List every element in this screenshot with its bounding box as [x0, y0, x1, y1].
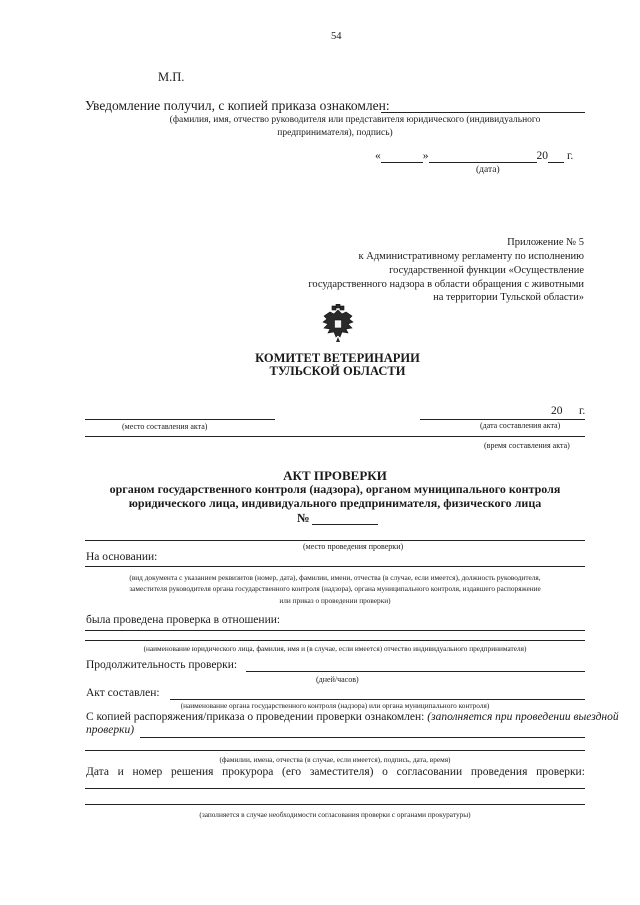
act-number-label: № [297, 511, 310, 525]
inspection-place-caption: (место проведения проверки) [303, 542, 404, 551]
basis-label: На основании: [86, 551, 158, 563]
entity-caption: (наименование юридического лица, фамилия, имя и (в случае, если имеется) отчество индивидуального предпринимателя) [143, 644, 527, 653]
prosecutor-label [86, 766, 585, 778]
signature-caption: (фамилии, имена, отчества (в случае, если имеется), подпись, дата, время) [219, 755, 451, 764]
basis-caption-2: заместителя руководителя органа государственного контроля (надзора), органа муниципального контроля, издавшего распоряжение [129, 584, 541, 593]
act-subtitle-2: юридического лица, индивидуального предпринимателя, физического лица [128, 496, 542, 510]
prosecutor-word-7: заместителя) [309, 766, 374, 778]
copy-line-1[interactable] [140, 737, 585, 738]
basis-line[interactable] [85, 566, 585, 567]
act-year-prefix: 20 [551, 405, 563, 417]
prosecutor-word-3: номер [132, 766, 163, 778]
time-of-act-line[interactable] [85, 436, 585, 437]
place-of-act-caption: (место составления акта) [122, 422, 208, 431]
notification-signature-line[interactable] [381, 112, 585, 113]
conducted-line-1[interactable] [85, 630, 585, 631]
compiled-line[interactable] [170, 699, 585, 700]
year-prefix: 20 [536, 150, 548, 162]
prosecutor-word-8: о [382, 766, 388, 778]
notification-caption-2: предпринимателя), подпись) [277, 128, 393, 138]
appendix-line-5: на территории Тульской области» [433, 292, 584, 303]
prosecutor-word-6: (его [282, 766, 302, 778]
appendix-line-4: государственного надзора в области обращения с животными [308, 279, 584, 290]
prosecutor-word-9: согласовании [396, 766, 463, 778]
prosecutor-word-4: решения [171, 766, 214, 778]
act-title: АКТ ПРОВЕРКИ [283, 468, 387, 483]
date-of-act-caption: (дата составления акта) [480, 421, 561, 430]
compiled-label: Акт составлен: [86, 687, 160, 699]
compiled-caption: (наименование органа государственного контроля (надзора) или органа муниципального контроля) [180, 701, 490, 710]
notification-label: Уведомление получил, с копией приказа ознакомлен: [85, 98, 390, 113]
prosecutor-word-2: и [117, 766, 124, 778]
duration-label: Продолжительность проверки: [86, 659, 238, 671]
conducted-label: была проведена проверка в отношении: [86, 614, 281, 626]
open-quote: « [375, 150, 381, 162]
notification-caption-1: (фамилия, имя, отчество руководителя или представителя юридического (индивидуального [169, 115, 541, 125]
day-field[interactable] [381, 150, 423, 163]
coat-of-arms-emblem-icon [318, 304, 358, 344]
conducted-line-2[interactable] [85, 640, 585, 641]
committee-line-2: ТУЛЬСКОЙ ОБЛАСТИ [269, 364, 406, 378]
appendix-line-3: государственной функции «Осуществление [389, 265, 584, 276]
duration-caption: (дней/часов) [316, 675, 359, 684]
prosecutor-word-10: проведения [470, 766, 528, 778]
page-number: 54 [331, 31, 342, 42]
prosecutor-word-1: Дата [86, 766, 109, 778]
copy-line-2[interactable] [85, 750, 585, 751]
place-of-act-line[interactable] [85, 419, 275, 420]
prosecutor-word-11: проверки: [536, 766, 585, 778]
close-quote: » [422, 150, 429, 162]
stamp-place-label: М.П. [158, 70, 185, 84]
copy-note-2: проверки) [86, 724, 135, 736]
year-field[interactable] [548, 150, 564, 163]
act-year-suffix: г. [579, 405, 586, 417]
prosecutor-caption: (заполняется в случае необходимости согласования проверки с органами прокуратуры) [199, 810, 471, 819]
inspection-place-line[interactable] [85, 540, 585, 541]
prosecutor-line-2[interactable] [85, 804, 585, 805]
date-of-act-line[interactable] [420, 419, 585, 420]
basis-caption-3: или приказ о проведении проверки) [279, 596, 391, 605]
year-suffix: г. [567, 150, 574, 162]
prosecutor-line-1[interactable] [85, 788, 585, 789]
copy-note: (заполняется при проведении выездной [427, 711, 619, 723]
date-caption: (дата) [476, 165, 500, 175]
copy-label-text: С копией распоряжения/приказа о проведении проверки ознакомлен: [86, 711, 425, 723]
date-row [375, 150, 573, 163]
duration-line[interactable] [246, 671, 585, 672]
prosecutor-word-5: прокурора [222, 766, 274, 778]
act-number-field[interactable] [312, 524, 378, 525]
act-subtitle-1: органом государственного контроля (надзора), органом муниципального контроля [109, 482, 561, 496]
committee-line-1: КОМИТЕТ ВЕТЕРИНАРИИ [255, 351, 420, 365]
appendix-line-2: к Административному регламенту по исполнению [358, 251, 584, 262]
copy-label [86, 711, 619, 723]
appendix-line-1: Приложение № 5 [507, 237, 584, 248]
time-of-act-caption: (время составления акта) [484, 441, 570, 450]
month-field[interactable] [429, 150, 537, 163]
basis-caption-1: (вид документа с указанием реквизитов (номер, дата), фамилии, имени, отчества (в случае, если имеется), должность руководителя, [129, 573, 541, 582]
